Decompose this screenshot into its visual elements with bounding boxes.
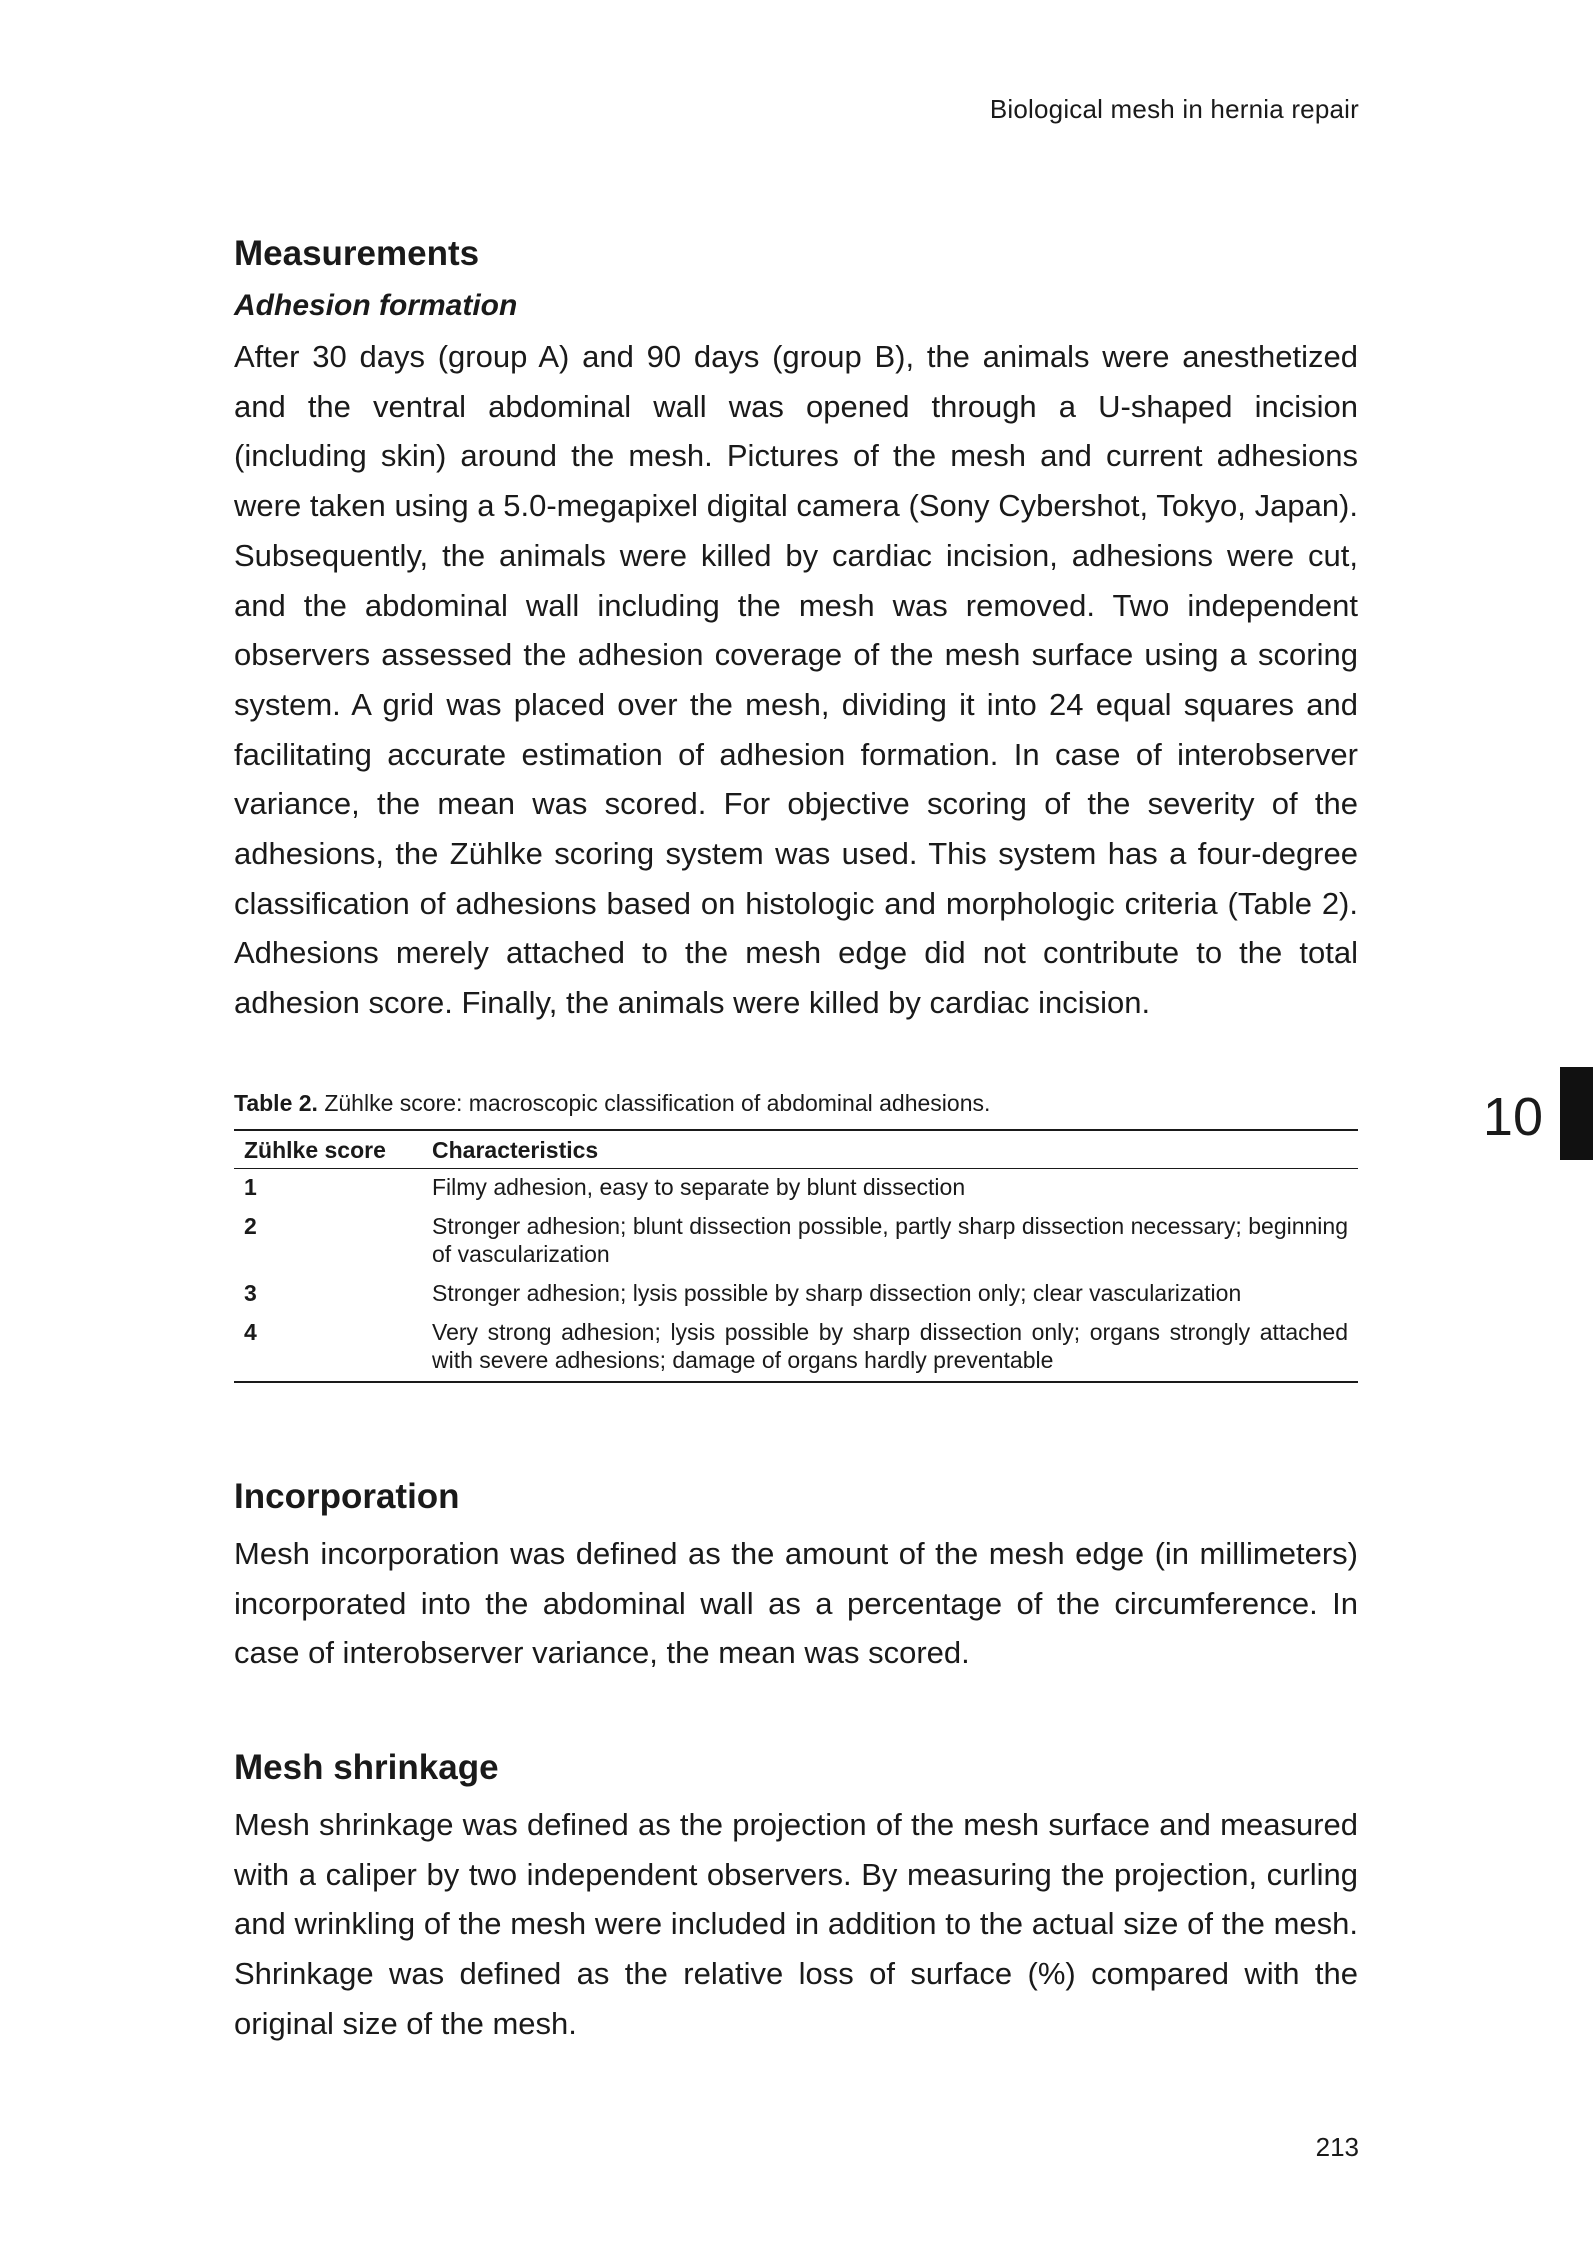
measurements-section — [234, 232, 1358, 1028]
mesh-shrinkage-paragraph: Mesh shrinkage was defined as the projection of the mesh surface and measured with a caliper by two independent observers. By measuring the projection, curling and wrinkling of the mesh were included in addition to the actual size of the mesh. Shrinkage was defined as the relative loss of surface (%) compared with the original size of the mesh. — [234, 1806, 1358, 2041]
page-content — [234, 232, 1358, 2048]
table-caption-text: Zühlke score: macroscopic classification of abdominal adhesions. — [317, 1089, 991, 1116]
table-2 — [234, 1090, 1358, 1383]
measurements-heading: Measurements — [234, 234, 480, 273]
incorporation-section — [234, 1475, 1358, 1678]
score-cell: 1 — [244, 1173, 257, 1200]
score-cell: 2 — [244, 1212, 257, 1239]
chapter-number: 10 — [1482, 1087, 1543, 1147]
chapter-tab-marker — [1560, 1067, 1593, 1160]
table-caption-label: Table 2. — [234, 1089, 318, 1116]
table-row — [234, 1275, 1358, 1314]
table-caption — [234, 1090, 1358, 1117]
score-cell: 3 — [244, 1279, 257, 1306]
adhesion-formation-subheading: Adhesion formation — [234, 289, 518, 322]
column-header-characteristics: Characteristics — [432, 1136, 599, 1163]
characteristics-cell: Stronger adhesion; lysis possible by sharp dissection only; clear vascularization — [432, 1279, 1242, 1306]
characteristics-cell: Very strong adhesion; lysis possible by sharp dissection only; organs strongly attached with severe adhesions; damage of organs hardly preventable — [432, 1318, 1348, 1373]
incorporation-heading: Incorporation — [234, 1476, 460, 1516]
page-number: 213 — [1315, 2132, 1359, 2162]
running-header: Biological mesh in hernia repair — [989, 94, 1359, 124]
characteristics-cell: Filmy adhesion, easy to separate by blunt dissection — [432, 1173, 966, 1200]
table-header-row — [234, 1130, 1358, 1169]
mesh-shrinkage-section — [234, 1746, 1358, 2049]
characteristics-cell: Stronger adhesion; blunt dissection possible, partly sharp dissection necessary; beginning of vascularization — [432, 1212, 1348, 1267]
incorporation-paragraph: Mesh incorporation was defined as the amount of the mesh edge (in millimeters) incorporated into the abdominal wall as a percentage of the circumference. In case of interobserver variance, the mean was scored. — [234, 1535, 1358, 1671]
zuhlke-score-table — [234, 1129, 1358, 1383]
table-row — [234, 1168, 1358, 1208]
mesh-shrinkage-heading: Mesh shrinkage — [234, 1747, 499, 1787]
score-cell: 4 — [244, 1318, 257, 1345]
adhesion-formation-paragraph: After 30 days (group A) and 90 days (group B), the animals were anesthetized and the ventral abdominal wall was opened through a U-shaped incision (including skin) around the mesh. Pictures of the mesh and current adhesions were taken using a 5.0-megapixel digital camera (Sony Cybershot, Tokyo, Japan). Subsequently, the animals were killed by cardiac incision, adhesions were cut, and the abdominal wall including the mesh was removed. Two independent observers assessed the adhesion coverage of the mesh surface using a scoring system. A grid was placed over the mesh, dividing it into 24 equal squares and facilitating accurate estimation of adhesion formation. In case of interobserver variance, the mean was scored. For objective scoring of the severity of the adhesions, the Zühlke scoring system was used. This system has a four-degree classification of adhesions based on histologic and morphologic criteria (Table 2). Adhesions merely attached to the mesh edge did not contribute to the total adhesion score. Finally, the animals were killed by cardiac incision. — [234, 339, 1358, 1021]
table-row — [234, 1314, 1358, 1382]
table-row — [234, 1208, 1358, 1275]
column-header-score: Zühlke score — [244, 1136, 386, 1163]
